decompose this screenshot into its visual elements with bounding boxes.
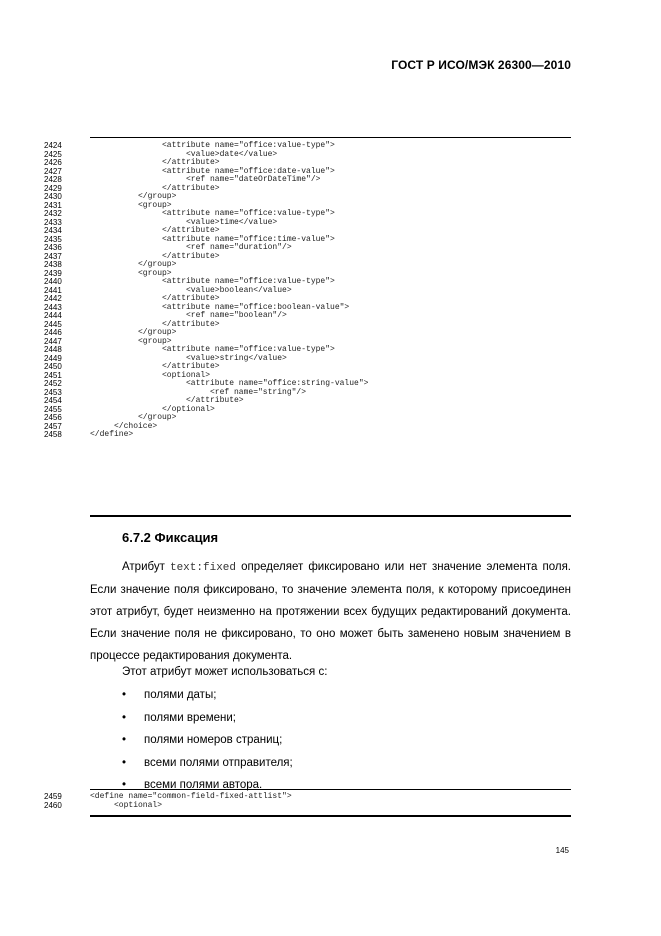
code-text: </attribute> — [162, 251, 220, 261]
code-text: <attribute name="office:time-value"> — [162, 234, 335, 244]
code-text: <attribute name="office:value-type"> — [162, 345, 335, 354]
code-text: </attribute> — [162, 362, 220, 371]
section-heading: 6.7.2 Фиксация — [122, 530, 219, 545]
line-number: 2458 — [44, 430, 62, 439]
code-line — [44, 219, 584, 228]
bullet-icon: • — [122, 689, 127, 701]
field-type-list — [122, 684, 293, 797]
line-number: 2424 — [44, 141, 62, 150]
code-text: <value>boolean</value> — [186, 285, 292, 295]
code-text: <attribute name="office:string-value"> — [186, 379, 369, 388]
code-line — [44, 329, 584, 338]
code-line — [44, 380, 584, 389]
code-text: <group> — [138, 268, 172, 278]
code-text: <ref name="string"/> — [210, 387, 307, 397]
line-number: 2456 — [44, 413, 62, 422]
line-number: 2451 — [44, 370, 62, 380]
line-number: 2450 — [44, 362, 62, 371]
document-header: ГОСТ Р ИСО/МЭК 26300—2010 — [391, 58, 571, 72]
list-item-text: всеми полями автора. — [144, 779, 263, 792]
code-text: <value>string</value> — [186, 353, 287, 363]
code-line — [44, 406, 584, 415]
line-number: 2427 — [44, 166, 62, 176]
line-number: 2444 — [44, 311, 62, 320]
code-text: <value>time</value> — [186, 217, 278, 227]
line-number: 2446 — [44, 328, 62, 337]
list-item — [122, 752, 293, 775]
line-number: 2435 — [44, 234, 62, 244]
line-number: 2429 — [44, 183, 62, 193]
line-number: 2436 — [44, 243, 62, 252]
code-text: </optional> — [162, 404, 215, 414]
section-paragraph — [90, 556, 571, 667]
list-item-text: полями номеров страниц; — [144, 734, 283, 747]
code-line — [44, 802, 584, 811]
code-line — [44, 355, 584, 364]
line-number: 2437 — [44, 251, 62, 261]
code-text: <attribute name="office:value-type"> — [162, 141, 335, 150]
code-text: <attribute name="office:value-type"> — [162, 209, 335, 218]
line-number: 2452 — [44, 379, 62, 388]
bullet-icon: • — [122, 756, 127, 769]
code-text: <define name="common-field-fixed-attlist"> — [90, 792, 292, 801]
code-listing-2 — [44, 793, 584, 810]
code-text: </attribute> — [162, 226, 220, 235]
code-text: </group> — [138, 328, 177, 337]
bullet-icon: • — [122, 734, 127, 747]
code-line — [44, 363, 584, 372]
code-text: </group> — [138, 192, 177, 201]
code-text: <value>date</value> — [186, 149, 278, 159]
inline-code-attribute: text:fixed — [169, 562, 236, 574]
code-listing-1 — [44, 142, 584, 440]
code-text: </group> — [138, 413, 177, 422]
code-block-2-top-rule — [90, 789, 571, 790]
code-line — [44, 312, 584, 321]
code-text: </attribute> — [162, 294, 220, 303]
line-number: 2459 — [44, 792, 62, 801]
line-number: 2433 — [44, 217, 62, 227]
code-line — [44, 193, 584, 202]
list-item — [122, 707, 293, 730]
code-line — [44, 278, 584, 287]
paragraph-text-start: Атрибут — [122, 561, 170, 573]
list-item-text: полями даты; — [144, 689, 217, 701]
line-number: 2448 — [44, 345, 62, 354]
line-number: 2431 — [44, 200, 62, 210]
code-line — [44, 253, 584, 262]
code-text: <ref name="duration"/> — [186, 243, 292, 252]
code-text: <attribute name="office:value-type"> — [162, 277, 335, 286]
code-text: </attribute> — [162, 183, 220, 193]
code-line — [44, 431, 584, 440]
list-intro: Этот атрибут может использоваться с: — [122, 666, 328, 678]
list-item-text: полями времени; — [144, 711, 237, 724]
code-text: <ref name="dateOrDateTime"/> — [186, 175, 321, 184]
code-line — [44, 346, 584, 355]
code-text: </define> — [90, 430, 134, 439]
list-item — [122, 729, 293, 752]
line-number: 2438 — [44, 260, 62, 269]
line-number: 2447 — [44, 336, 62, 346]
code-text: </attribute> — [162, 319, 220, 329]
list-item — [122, 684, 293, 707]
line-number: 2443 — [44, 302, 62, 312]
bullet-icon: • — [122, 779, 127, 792]
code-text: </group> — [138, 260, 177, 269]
code-text: <group> — [138, 336, 172, 346]
code-text: <optional> — [114, 800, 163, 810]
line-number: 2441 — [44, 285, 62, 295]
list-item-text: всеми полями отправителя; — [144, 756, 293, 769]
code-block-bottom-rule — [90, 515, 571, 517]
code-line — [44, 389, 584, 398]
code-line — [44, 397, 584, 406]
line-number: 2455 — [44, 404, 62, 414]
line-number: 2457 — [44, 421, 62, 431]
bullet-icon: • — [122, 711, 127, 724]
line-number: 2425 — [44, 149, 62, 159]
code-text: <ref name="boolean"/> — [186, 311, 287, 320]
line-number: 2442 — [44, 294, 62, 303]
code-line — [44, 304, 584, 313]
code-text: </attribute> — [162, 158, 220, 167]
line-number: 2440 — [44, 277, 62, 286]
code-text: <group> — [138, 200, 172, 210]
code-line — [44, 210, 584, 219]
line-number: 2454 — [44, 396, 62, 405]
code-text: <attribute name="office:boolean-value"> — [162, 302, 350, 312]
line-number: 2445 — [44, 319, 62, 329]
line-number: 2460 — [44, 800, 62, 810]
code-text: <optional> — [162, 370, 211, 380]
code-text: <attribute name="office:date-value"> — [162, 166, 335, 176]
code-line — [44, 321, 584, 330]
code-block-2-bottom-rule — [90, 815, 571, 817]
page-number: 145 — [555, 846, 569, 855]
code-line — [44, 151, 584, 160]
code-block-top-rule — [90, 137, 571, 138]
line-number: 2439 — [44, 268, 62, 278]
line-number: 2430 — [44, 192, 62, 201]
code-line — [44, 244, 584, 253]
line-number: 2428 — [44, 175, 62, 184]
line-number: 2449 — [44, 353, 62, 363]
code-line — [44, 142, 584, 151]
code-line — [44, 261, 584, 270]
line-number: 2426 — [44, 158, 62, 167]
line-number: 2432 — [44, 209, 62, 218]
code-text: </choice> — [114, 421, 158, 431]
code-line — [44, 236, 584, 245]
code-line — [44, 185, 584, 194]
paragraph-text-rest: определяет фиксировано или нет значение элемента поля. Если значение поля фиксировано, то значение элемента поля, к которому присоединен этот атрибут, будет неизменно на протяжении всех будущих редактирований документа. Если значение поля не фиксировано, то оно может быть заменено новым значением в процессе редактирования документа. — [90, 561, 571, 662]
code-line — [44, 287, 584, 296]
code-line — [44, 176, 584, 185]
line-number: 2434 — [44, 226, 62, 235]
code-text: </attribute> — [186, 396, 244, 405]
line-number: 2453 — [44, 387, 62, 397]
